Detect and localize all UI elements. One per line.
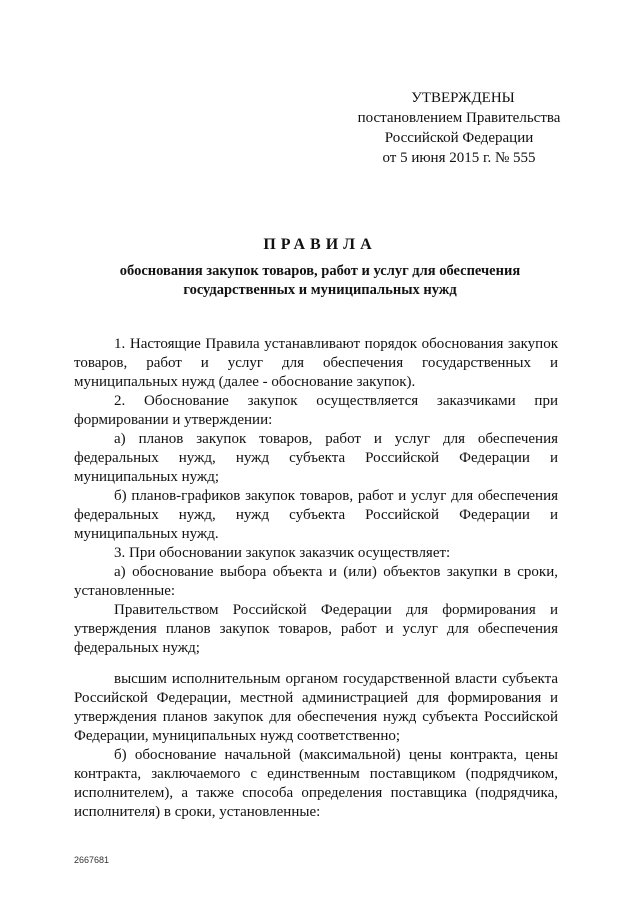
approval-line-2: Российской Федерации xyxy=(384,130,534,146)
paragraph-3a-regional: высшим исполнительным органом государственной власти субъекта Российской Федерации, местной администрацией для формирования и утверждения планов закупок для обеспечения нужд субъекта Российской Федерации, муниципальных нужд соответственно; xyxy=(74,671,558,744)
paragraph-2a: а) планов закупок товаров, работ и услуг для обеспечения федеральных нужд, нужд субъекта Российской Федерации и муниципальных нужд; xyxy=(74,431,558,485)
approval-block xyxy=(340,88,578,168)
approval-line-3: от 5 июня 2015 г. № 555 xyxy=(382,150,536,166)
document-body xyxy=(74,335,558,822)
paragraph-2b: б) планов-графиков закупок товаров, работ и услуг для обеспечения федеральных нужд, нужд субъекта Российской Федерации и муниципальных нужд. xyxy=(74,488,558,542)
approval-line-1: постановлением Правительства xyxy=(357,110,561,126)
document-subtitle xyxy=(0,262,640,300)
subtitle-line-2: государственных и муниципальных нужд xyxy=(183,282,457,298)
paragraph-1: 1. Настоящие Правила устанавливают порядок обоснования закупок товаров, работ и услуг для обеспечения государственных и муниципальных нужд (далее - обоснование закупок). xyxy=(74,336,558,390)
document-title: ПРАВИЛА xyxy=(263,236,377,253)
document-number: 2667681 xyxy=(74,855,110,865)
paragraph-2: 2. Обоснование закупок осуществляется заказчиками при формировании и утверждении: xyxy=(74,393,558,428)
paragraph-3b: б) обоснование начальной (максимальной) цены контракта, цены контракта, заключаемого с единственным поставщиком (подрядчиком, исполнителем), а также способа определения поставщика (подрядчика, исполнителя) в сроки, установленные: xyxy=(74,747,558,820)
subtitle-line-1: обоснования закупок товаров, работ и услуг для обеспечения xyxy=(119,263,521,279)
approval-heading: УТВЕРЖДЕНЫ xyxy=(411,90,515,106)
paragraph-3a-federal: Правительством Российской Федерации для формирования и утверждения планов закупок товаров, работ и услуг для обеспечения федеральных нужд; xyxy=(74,602,558,656)
paragraph-3: 3. При обосновании закупок заказчик осуществляет: xyxy=(114,545,451,561)
paragraph-3a: а) обоснование выбора объекта и (или) объектов закупки в сроки, установленные: xyxy=(74,564,558,599)
